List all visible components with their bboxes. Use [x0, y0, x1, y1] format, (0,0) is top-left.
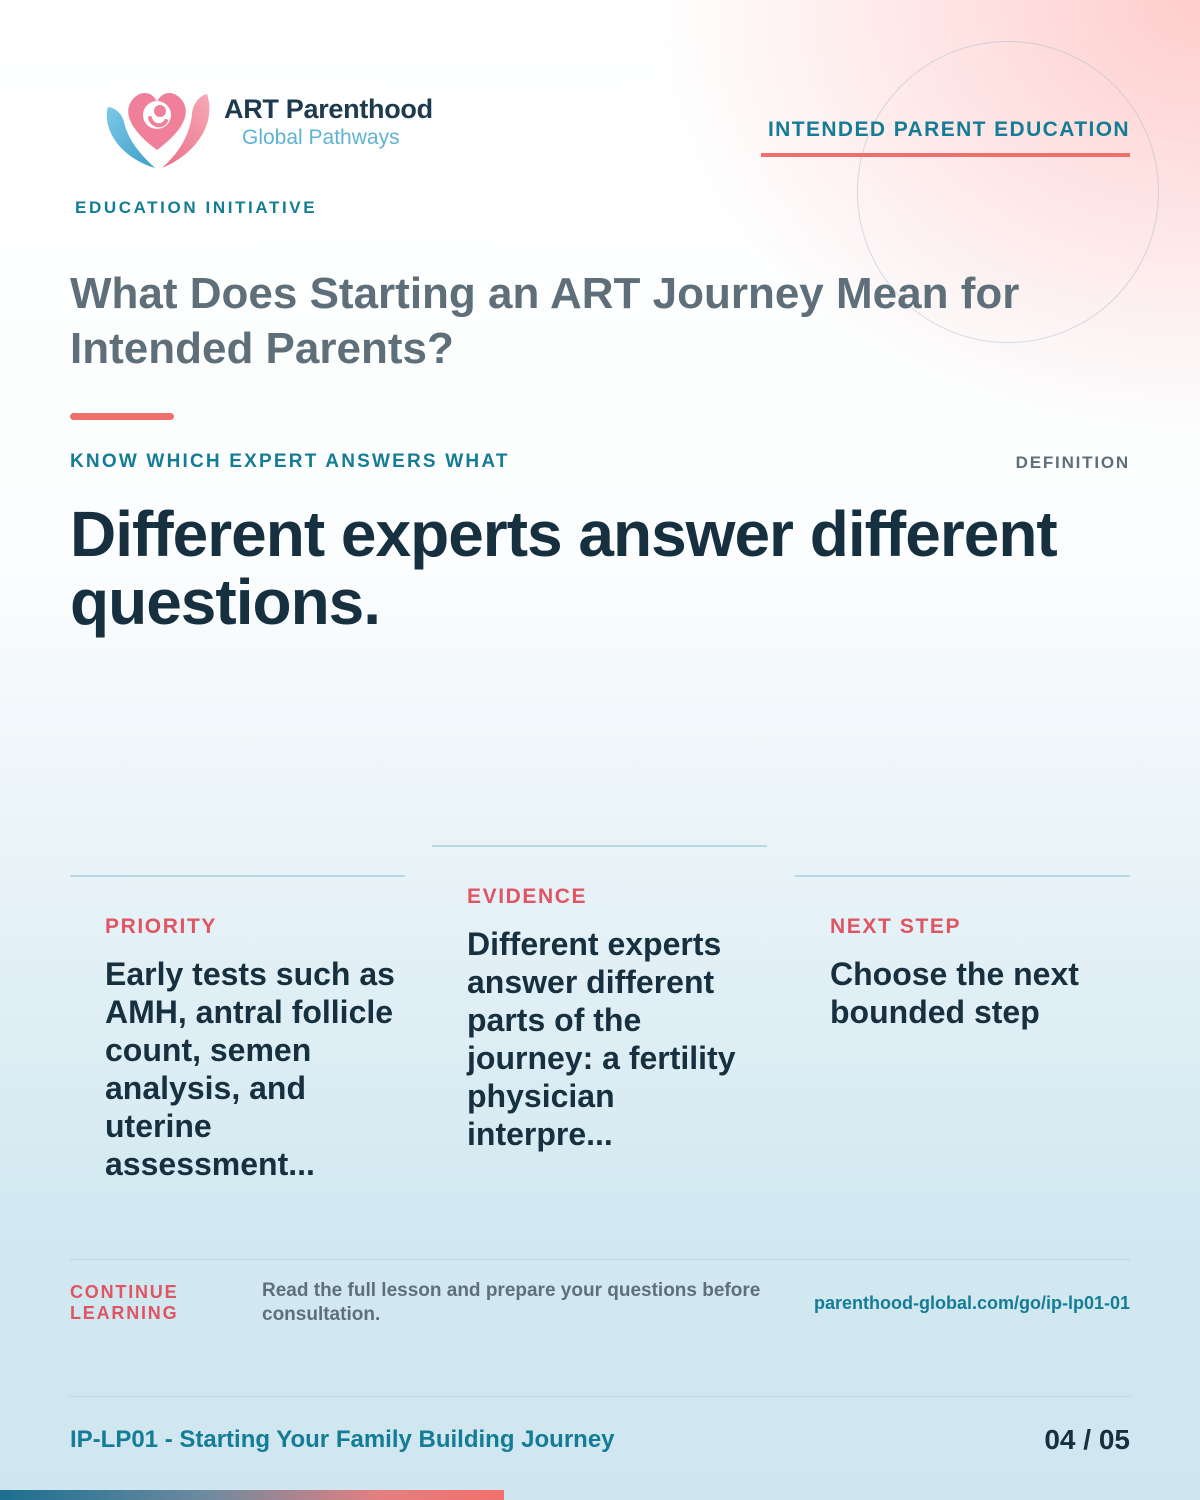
category-underline: [761, 153, 1130, 157]
divider: [70, 1259, 1130, 1260]
cta-label: CONTINUE LEARNING: [70, 1282, 179, 1323]
column-evidence: [432, 845, 767, 1205]
brand-name: ART Parenthood: [224, 94, 433, 124]
column-label: NEXT STEP: [830, 915, 962, 938]
section-type: DEFINITION: [1015, 453, 1130, 472]
initiative-label: EDUCATION INITIATIVE: [75, 198, 318, 217]
column-rule: [795, 875, 1130, 877]
accent-bar: [70, 413, 174, 420]
column-label: EVIDENCE: [467, 885, 588, 908]
brand-logo: [100, 72, 445, 172]
lesson-link[interactable]: parenthood-global.com/go/ip-lp01-01: [813, 1293, 1130, 1313]
column-label: PRIORITY: [105, 915, 217, 938]
page-number: 04 / 05: [1044, 1424, 1130, 1455]
column-body: Early tests such as AMH, antral follicle count, semen analysis, and uterine assessment...: [105, 956, 395, 1182]
course-title: IP-LP01 - Starting Your Family Building Journey: [70, 1426, 615, 1453]
column-rule: [432, 845, 767, 847]
category-tag: INTENDED PARENT EDUCATION: [767, 118, 1130, 141]
column-next-step: [795, 875, 1130, 1205]
progress-fill: [0, 1490, 504, 1500]
page-title: What Does Starting an ART Journey Mean for Intended Parents?: [70, 269, 1020, 373]
cta-text: Read the full lesson and prepare your questions before consultation.: [262, 1280, 761, 1325]
section-kicker: KNOW WHICH EXPERT ANSWERS WHAT: [70, 451, 510, 472]
divider: [70, 1396, 1130, 1397]
brand-tagline: Global Pathways: [242, 126, 400, 149]
column-rule: [70, 875, 405, 877]
column-body: Choose the next bounded step: [830, 956, 1079, 1030]
progress-bar: [0, 1490, 1200, 1500]
column-priority: [70, 875, 405, 1205]
main-statement: Different experts answer different questions.: [70, 498, 1057, 638]
hands-heart-baby-icon: [100, 72, 215, 172]
column-body: Different experts answer different parts of the journey: a fertility physician interpre...: [467, 926, 736, 1152]
